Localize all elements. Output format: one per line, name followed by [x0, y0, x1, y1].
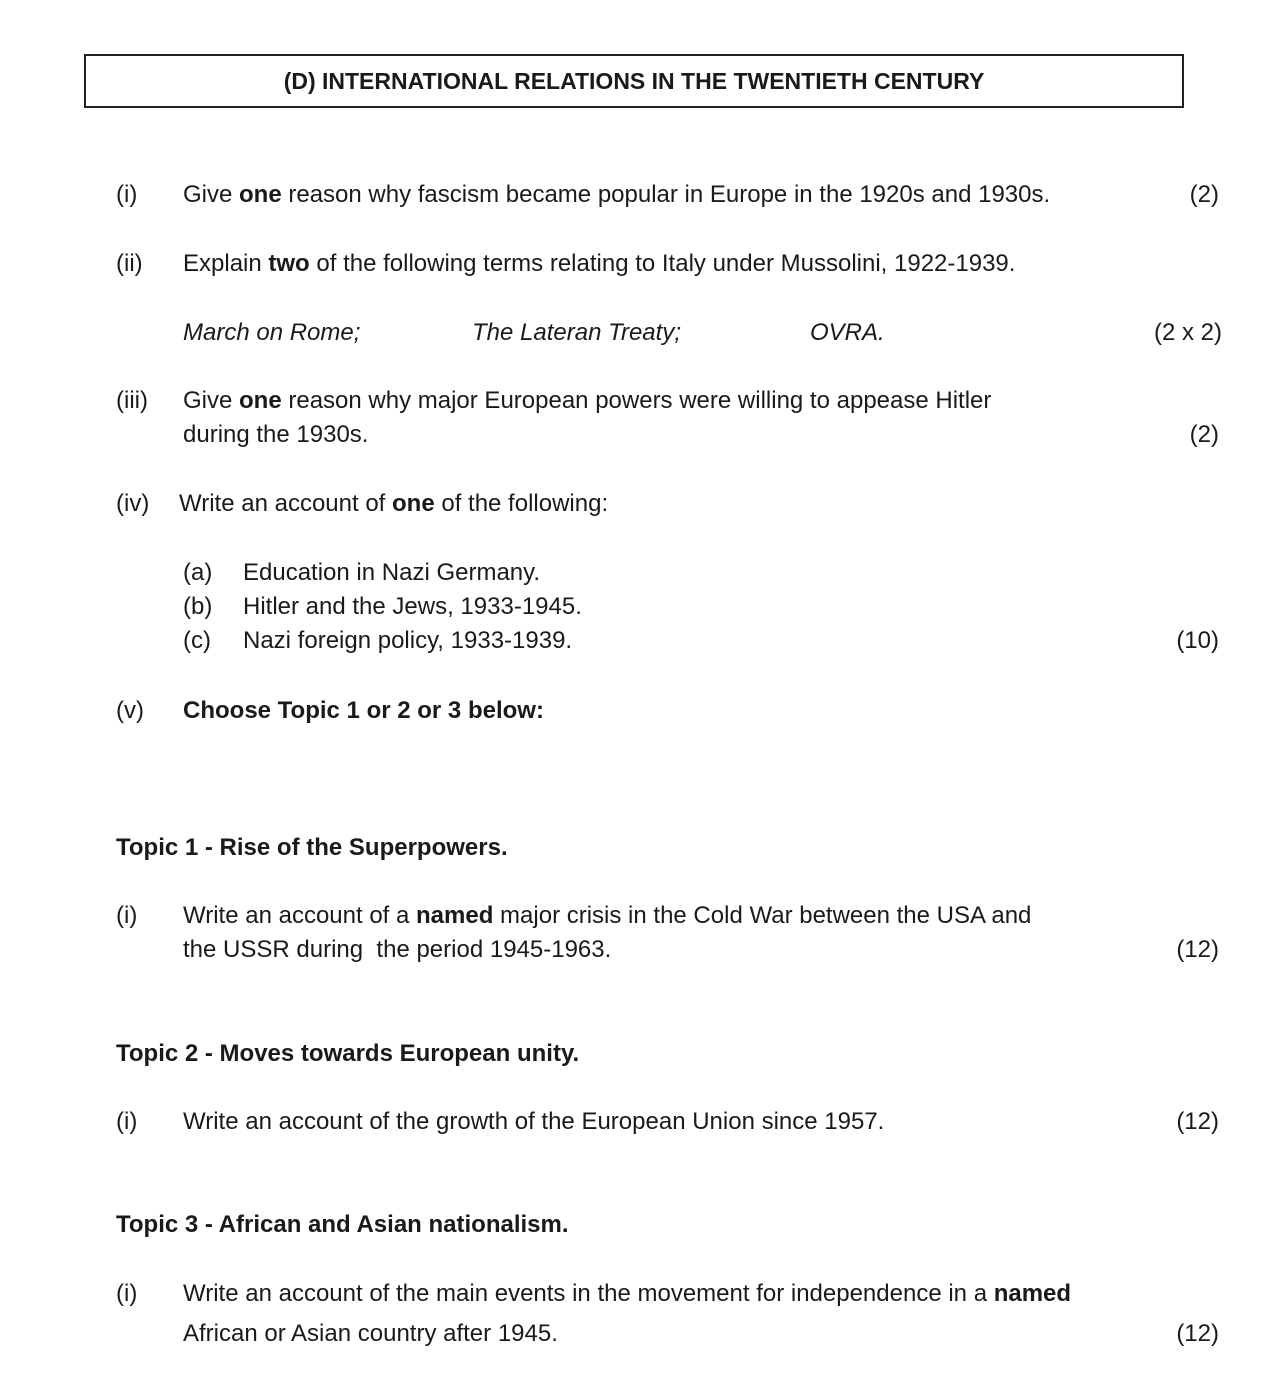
q3-text: Give one reason why major European powers were willing to appease Hitler — [183, 387, 992, 414]
q1-text: Give one reason why fascism became popular in Europe in the 1920s and 1930s. — [183, 181, 1051, 208]
q4-option-letter: (b) — [183, 593, 213, 620]
q1-number: (i) — [116, 181, 138, 208]
topic1-q-text: Write an account of a named major crisis in the Cold War between the USA and — [183, 902, 1032, 929]
topic1-heading: Topic 1 - Rise of the Superpowers. — [116, 834, 508, 861]
q3-text-line2: during the 1930s. — [183, 421, 369, 448]
q4-option-text: Education in Nazi Germany. — [243, 559, 541, 586]
q4-text: Write an account of one of the following: — [179, 490, 609, 517]
q4-mark: (10) — [1176, 627, 1219, 654]
topic1-mark: (12) — [1176, 936, 1219, 963]
topic3-q-text-line2: African or Asian country after 1945. — [183, 1320, 558, 1347]
topic1-q-number: (i) — [116, 902, 138, 929]
topic3-mark: (12) — [1176, 1320, 1219, 1347]
q2-text: Explain two of the following terms relating to Italy under Mussolini, 1922-1939. — [183, 250, 1016, 277]
q4-option-text: Nazi foreign policy, 1933-1939. — [243, 627, 573, 654]
topic1-q-text-line2: the USSR during the period 1945-1963. — [183, 936, 612, 963]
q4-option-letter: (c) — [183, 627, 211, 654]
topic2-mark: (12) — [1176, 1108, 1219, 1135]
q5-text: Choose Topic 1 or 2 or 3 below: — [183, 697, 544, 724]
q4-option-letter: (a) — [183, 559, 213, 586]
topic3-q-number: (i) — [116, 1280, 138, 1307]
q2-mark: (2 x 2) — [1153, 319, 1222, 346]
topic3-q-text: Write an account of the main events in the movement for independence in a named — [183, 1280, 1072, 1307]
q5-number: (v) — [116, 697, 144, 724]
section-title: (D) INTERNATIONAL RELATIONS IN THE TWENTIETH CENTURY — [84, 54, 1184, 108]
topic2-q-number: (i) — [116, 1108, 138, 1135]
q4-option-text: Hitler and the Jews, 1933-1945. — [243, 593, 582, 620]
q4-number: (iv) — [116, 490, 150, 517]
topic2-q-text: Write an account of the growth of the European Union since 1957. — [183, 1108, 885, 1135]
q2-term-1: March on Rome; — [183, 319, 361, 346]
q3-mark: (2) — [1189, 421, 1219, 448]
topic3-heading: Topic 3 - African and Asian nationalism. — [116, 1211, 569, 1238]
q2-term-2: The Lateran Treaty; — [472, 319, 681, 346]
q2-number: (ii) — [116, 250, 143, 277]
topic2-heading: Topic 2 - Moves towards European unity. — [116, 1040, 580, 1067]
q1-mark: (2) — [1189, 181, 1219, 208]
q3-number: (iii) — [116, 387, 148, 414]
q2-term-3: OVRA. — [810, 319, 885, 346]
